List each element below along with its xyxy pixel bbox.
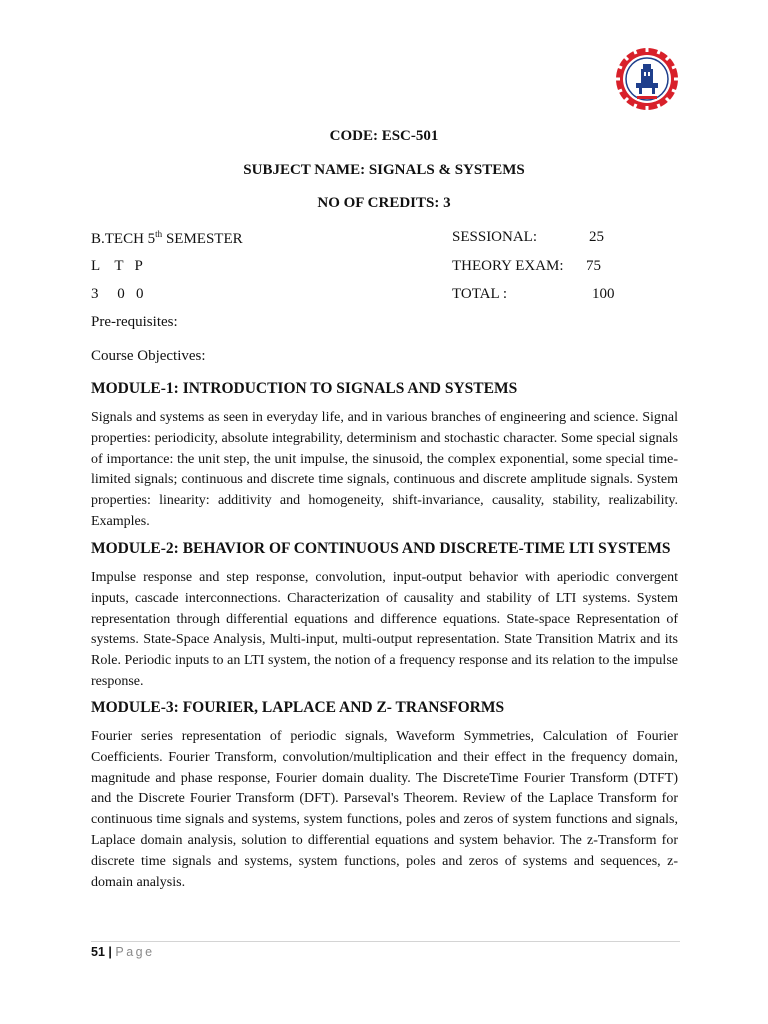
credits: NO OF CREDITS: 3 [317, 195, 451, 211]
course-objectives-label: Course Objectives: [91, 348, 206, 364]
prerequisites-label: Pre-requisites: [91, 314, 178, 330]
ltp-label: L T P [91, 258, 143, 274]
total-label: TOTAL : [452, 286, 508, 302]
theory-exam-label: THEORY EXAM: [452, 258, 564, 274]
module-2-body: Impulse response and step response, convolution, input-output behavior with aperiodic convergent inputs, cascade interconnections. Characterization of causality and stability of LTI systems. System representation through differential equations and difference equations. State-space Representation of systems. State-Space Analysis, Multi-input, multi-output representation. State Transition Matrix and its Role. Periodic inputs to an LTI system, the notion of a frequency response and its relation to the impulse response. [91, 570, 678, 689]
total-value: 100 [592, 286, 615, 302]
course-code: CODE: ESC-501 [329, 128, 439, 144]
program-semester: B.TECH 5th SEMESTER [91, 229, 243, 247]
module-1-title: MODULE-1: INTRODUCTION TO SIGNALS AND SYSTEMS [91, 380, 518, 397]
footer-separator: | [104, 945, 116, 959]
page-number: 51 [91, 945, 105, 959]
page-label: Page [115, 945, 155, 959]
sessional-label: SESSIONAL: [452, 229, 538, 245]
page-footer [91, 945, 155, 959]
footer-divider [91, 941, 680, 942]
theory-exam-value: 75 [586, 258, 601, 274]
module-3-body: Fourier series representation of periodic signals, Waveform Symmetries, Calculation of Fourier Coefficients. Fourier Transform, convolution/multiplication and their effect in the frequency domain, magnitude and phase response, Fourier domain duality. The DiscreteTime Fourier Transform (DTFT) and the Discrete Fourier Transform (DFT). Parseval's Theorem. Review of the Laplace Transform for continuous time signals and systems, system functions, poles and zeros of system functions and signals, Laplace domain analysis, solution to differential equations and system behavior. The z-Transform for discrete time signals and systems, system functions, poles and zeros of systems and sequences, z-domain analysis. [91, 729, 678, 890]
module-1-body: Signals and systems as seen in everyday life, and in various branches of engineering and science. Signal properties: periodicity, absolute integrability, determinism and stochastic character. Some special signals of importance: the unit step, the unit impulse, the sinusoid, the complex exponential, some special time-limited signals; continuous and discrete time signals, continuous and discrete amplitude signals. System properties: linearity: additivity and homogeneity, shift-invariance, causality, stability, realizability. Examples. [91, 410, 678, 529]
module-2-title: MODULE-2: BEHAVIOR OF CONTINUOUS AND DISCRETE-TIME LTI SYSTEMS [91, 540, 671, 557]
university-seal-icon [612, 44, 682, 114]
sessional-value: 25 [589, 229, 604, 245]
ltp-values: 3 0 0 [91, 286, 144, 302]
subject-name: SUBJECT NAME: SIGNALS & SYSTEMS [243, 162, 525, 178]
module-3-title: MODULE-3: FOURIER, LAPLACE AND Z- TRANSFORMS [91, 699, 505, 716]
